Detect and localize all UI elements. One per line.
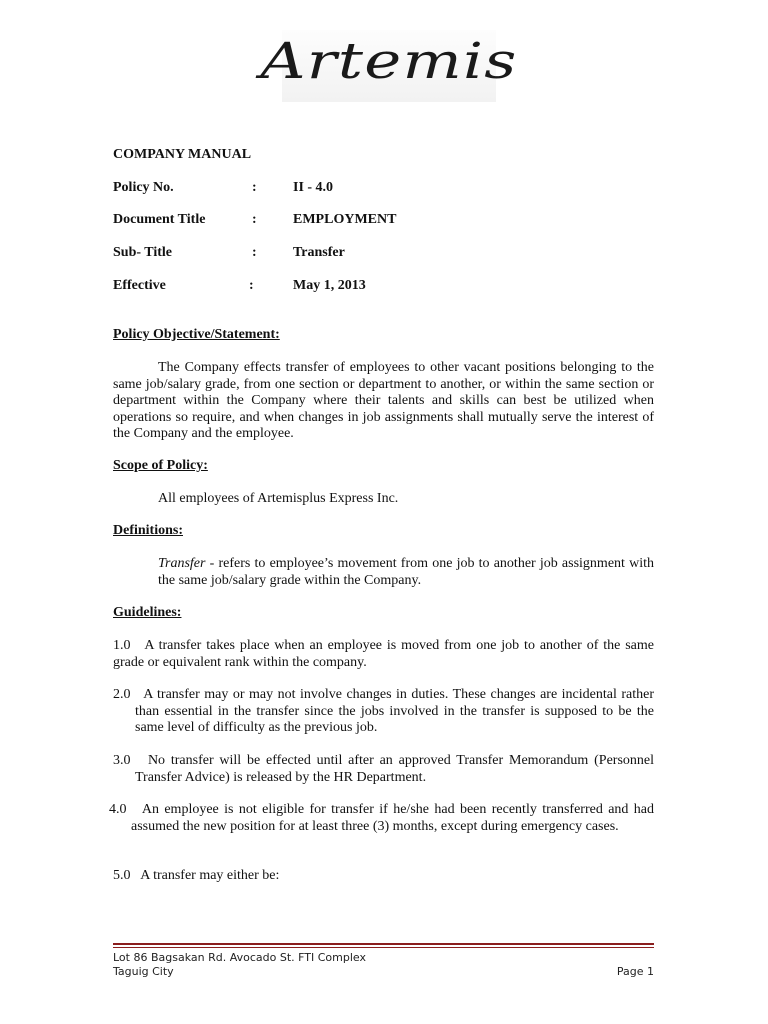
sub-title-value: Transfer (293, 245, 345, 260)
guideline-number: 1.0 (113, 638, 131, 653)
footer-rule-top (113, 943, 654, 945)
guideline-text: No transfer will be effected until after an approved Transfer Memorandum (Personnel Transfer Advice) is released by the HR Department. (135, 753, 654, 785)
document-title-value: EMPLOYMENT (293, 212, 397, 227)
document-title-label: Document Title (113, 212, 206, 227)
guidelines-heading: Guidelines: (113, 605, 182, 620)
policy-no-value: II - 4.0 (293, 180, 334, 195)
scope-text: All employees of Artemisplus Express Inc. (158, 491, 399, 506)
guideline-item-5 (113, 868, 654, 885)
policy-no-label: Policy No. (113, 180, 174, 195)
effective-sep: : (249, 278, 254, 293)
guideline-number: 3.0 (113, 753, 131, 768)
definitions-heading: Definitions: (113, 523, 183, 538)
footer-rule-bottom (113, 947, 654, 948)
definition-transfer (158, 556, 654, 589)
guideline-text: A transfer may or may not involve changes in duties. These changes are incidental rather than essential in the transfer since the jobs involved in the transfer is supposed to be the same level of difficulty as the previous job. (135, 687, 654, 735)
footer-address-line1: Lot 86 Bagsakan Rd. Avocado St. FTI Complex (113, 951, 366, 964)
page-number: Page 1 (616, 965, 654, 978)
footer-address-line2: Taguig City (113, 965, 174, 978)
definition-text: - refers to employee’s movement from one job to another job assignment with the same job/salary grade within the Company. (158, 556, 654, 588)
guideline-item-1 (113, 638, 654, 671)
guideline-text: A transfer may either be: (140, 868, 280, 883)
guideline-number: 5.0 (113, 868, 131, 883)
effective-label: Effective (113, 278, 166, 293)
guideline-number: 4.0 (109, 802, 127, 817)
manual-title: COMPANY MANUAL (113, 147, 252, 162)
sub-title-sep: : (252, 245, 257, 260)
definition-term: Transfer (158, 556, 206, 571)
guideline-text: An employee is not eligible for transfer if he/she had been recently transferred and had assumed the new position for at least three (3) months, except during emergency cases. (131, 802, 655, 834)
objective-heading: Policy Objective/Statement: (113, 327, 280, 342)
sub-title-label: Sub- Title (113, 245, 173, 260)
document-title-sep: : (252, 212, 257, 227)
policy-no-sep: : (252, 180, 257, 195)
guideline-number: 2.0 (113, 687, 131, 702)
objective-text: The Company effects transfer of employees to other vacant positions belonging to the same job/salary grade, from one section or department to another, or within the same section or department within the Company where their talents and skills can best be utilized when operations so require, and when changes in job assignments shall mutually serve the interest of the Company and the employee. (113, 360, 654, 441)
guideline-item-2 (113, 687, 654, 737)
logo-wordmark: Artemis (260, 32, 518, 90)
guideline-item-4 (109, 802, 654, 835)
effective-value: May 1, 2013 (293, 278, 366, 293)
guideline-text: A transfer takes place when an employee is moved from one job to another of the same grade or equivalent rank within the company. (113, 638, 654, 670)
guideline-item-3 (113, 753, 654, 786)
scope-heading: Scope of Policy: (113, 458, 208, 473)
company-logo (260, 30, 518, 102)
